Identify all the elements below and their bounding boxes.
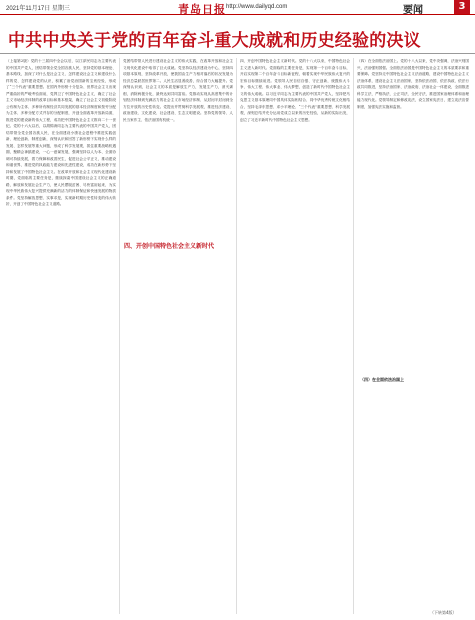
- article-column-4: [357, 58, 469, 614]
- section-subheading: 四、开创中国特色社会主义新时代: [124, 243, 215, 250]
- column-divider: [236, 58, 237, 614]
- article-headline: 中共中央关于党的百年奋斗重大成就和历史经验的决议: [8, 31, 421, 51]
- column-divider: [353, 58, 354, 614]
- article-text: （上接第2版）党的十三届四中全会以后，以江泽民同志为主要代表的中国共产党人，团结带领全党全国各族人民，坚持党的基本理论、基本路线，加深了对什么是社会主义、怎样建设社会主义和建设什么样的党、怎样建设党的认识，积累了治党治国新的宝贵经验，形成了“三个代表”重要思想。在国内外形势十分复杂、世界社会主义出现严重曲折的严峻考验面前，党捍卫了中国特色社会主义，确立了社会主义市场经济体制的改革目标和基本框架，确立了社会主义初级阶段公有制为主体、多种所有制经济共同发展的基本经济制度和按劳分配为主体、多种分配方式并存的分配制度，开创全面改革开放新局面，推进党的建设新的伟大工程，成功把中国特色社会主义推向二十一世纪。党的十六大以后，以胡锦涛同志为主要代表的中国共产党人，团结带领全党全国各族人民，在全面建设小康社会进程中推进实践创新、理论创新、制度创新，深刻认识和回答了新形势下实现什么样的发展、怎样发展等重大问题，形成了科学发展观，抓住重要战略机遇期，聚精会神搞建设，一心一意谋发展，强调坚持以人为本、全面协调可持续发展，着力保障和改善民生，促进社会公平正义，推动建设和谐世界，推进党的执政能力建设和先进性建设，成功在新形势下坚持和发展了中国特色社会主义。在改革开放和社会主义现代化建设新时期，党面临的主要任务是，继续探索中国建设社会主义的正确道路，解放和发展社会生产力，使人民摆脱贫困、尽快富裕起来，为实现中华民族伟大复兴提供充满新的活力的体制保证和快速发展的物质条件。党坚持解放思想、实事求是，实现新时期历史性转变的伟大转折，开创了中国特色社会主义道路。: [6, 59, 116, 206]
- headline-divider: [0, 53, 475, 54]
- subsection-heading: （四）在全面依法治国上: [360, 377, 404, 382]
- article-column-1: [6, 58, 116, 614]
- section-name: 要闻: [403, 5, 423, 16]
- column-divider: [119, 58, 120, 614]
- continuation-note: （下转第4版）: [430, 610, 457, 615]
- newspaper-url[interactable]: http://www.dailyqd.com: [226, 4, 288, 10]
- page-number-badge: 3: [454, 0, 470, 14]
- publication-date: 2021年11月17日 星期三: [6, 6, 70, 12]
- article-column-2: [123, 58, 233, 614]
- article-text: 党团结带领人民进行建设社会主义的伟大实践，在改革开放和社会主义现代化建设中取得了巨大成就。党坚持以经济建设为中心，坚持四项基本原则，坚持改革开放，使我国由生产力相对落后的状况发展为经济总量跃居世界第二。人民生活显著改善，综合国力大幅提升。党深刻认识到，社会主义的本质是解放生产力，发展生产力，消灭剥削，消除两极分化，最终达到共同富裕。党推动实现从高度集中的计划经济体制到充满活力的社会主义市场经济体制、从封闭半封闭到全方位开放的历史性转变。党提出并贯彻科学发展观，推进经济建设、政治建设、文化建设、社会建设、生态文明建设。坚持党的领导、人民当家作主、依法治国有机统一。: [123, 59, 233, 122]
- article-column-3: [240, 58, 350, 614]
- article-text: 四、开创中国特色社会主义新时代。党的十八大以来，中国特色社会主义进入新时代。党面临的主要任务是，实现第一个百年奋斗目标，开启实现第二个百年奋斗目标新征程，朝着实现中华民族伟大复兴的宏伟目标继续前进。党领导人民自信自强、守正创新，统揽伟大斗争、伟大工程、伟大事业、伟大梦想，创造了新时代中国特色社会主义的伟大成就。以习近平同志为主要代表的中国共产党人，坚持把马克思主义基本原理同中国具体实际相结合、同中华优秀传统文化相结合，坚持毛泽东思想、邓小平理论、“三个代表”重要思想、科学发展观，深刻总结并充分运用党成立以来的历史经验，从新的实际出发，创立了习近平新时代中国特色社会主义思想。: [240, 59, 350, 122]
- article-text: （四）在全面依法治国上。党的十八大以来，党中央强调，法治兴则国兴，法治强则国强。全面依法治国是中国特色社会主义的本质要求和重要保障。党坚持走中国特色社会主义法治道路，建设中国特色社会主义法治体系，建设社会主义法治国家，坚持依法治国、依法执政、依法行政共同推进，坚持法治国家、法治政府、法治社会一体建设，全面推进科学立法、严格执法、公正司法、全民守法，推进国家治理体系和治理能力现代化。党领导制定和修改宪法，设立国家宪法日，建立宪法宣誓制度，加强宪法实施和监督。: [357, 59, 469, 109]
- newspaper-masthead: 青岛日报: [178, 3, 226, 16]
